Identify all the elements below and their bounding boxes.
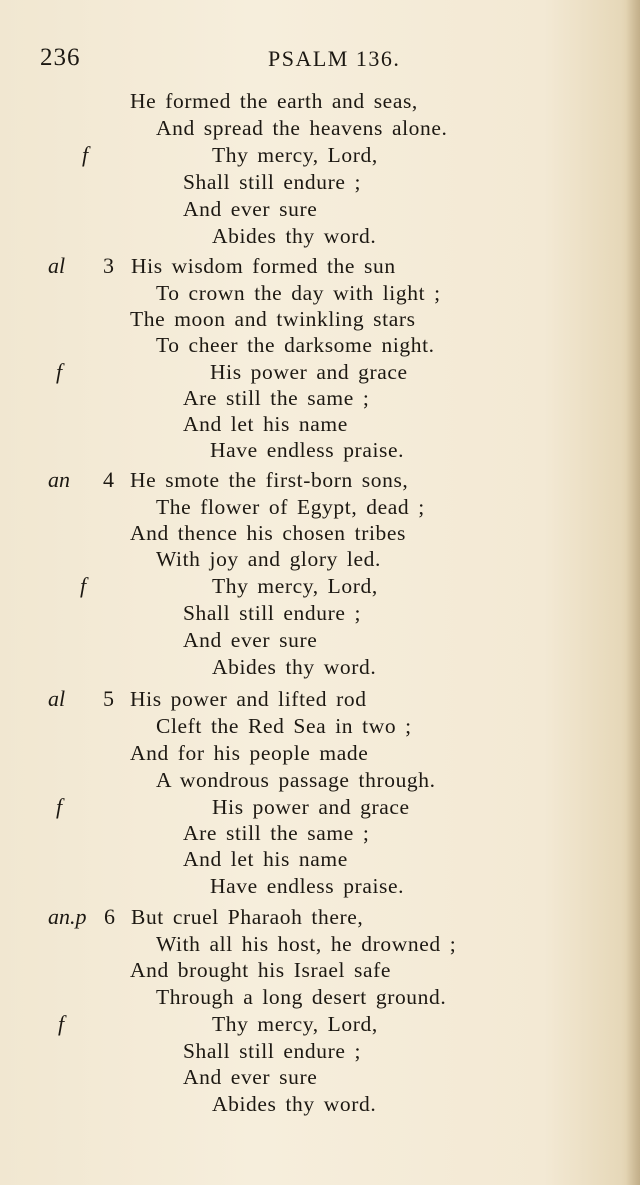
- verse-number: 3: [103, 253, 114, 278]
- refrain-line: And ever sure: [183, 197, 318, 221]
- hymn-line: And for his people made: [130, 741, 369, 765]
- verse-number: 6: [104, 904, 115, 929]
- refrain-line: His power and grace: [210, 360, 408, 384]
- page-header: [0, 44, 640, 78]
- hymn-line: His wisdom formed the sun: [131, 254, 396, 278]
- refrain-line: Are still the same ;: [183, 386, 370, 410]
- dynamic-mark: f: [80, 573, 87, 598]
- hymn-line: To crown the day with light ;: [156, 281, 441, 305]
- hymn-line: The moon and twinkling stars: [130, 307, 416, 331]
- dynamic-mark: an: [48, 467, 70, 492]
- page-edge-shadow: [626, 0, 640, 1185]
- hymn-line: And thence his chosen tribes: [130, 521, 406, 545]
- refrain-line: And let his name: [183, 847, 348, 871]
- dynamic-mark: f: [82, 142, 89, 167]
- dynamic-mark: f: [56, 794, 63, 819]
- refrain-line: Thy mercy, Lord,: [212, 574, 378, 598]
- hymn-line: With joy and glory led.: [156, 547, 381, 571]
- hymn-line: Through a long desert ground.: [156, 985, 447, 1009]
- dynamic-mark: an.p: [48, 904, 87, 929]
- refrain-line: Thy mercy, Lord,: [212, 1012, 378, 1036]
- dynamic-mark: f: [56, 359, 63, 384]
- hymn-line: And brought his Israel safe: [130, 958, 392, 982]
- hymn-line: He smote the first-born sons,: [130, 468, 409, 492]
- hymn-line: But cruel Pharaoh there,: [131, 905, 364, 929]
- refrain-line: Abides thy word.: [212, 224, 377, 248]
- refrain-line: Shall still endure ;: [183, 601, 362, 625]
- verse-number: 5: [103, 686, 114, 711]
- refrain-line: And ever sure: [183, 628, 318, 652]
- refrain-line: Shall still endure ;: [183, 170, 362, 194]
- refrain-line: His power and grace: [212, 795, 410, 819]
- refrain-line: Have endless praise.: [210, 438, 405, 462]
- refrain-line: And let his name: [183, 412, 348, 436]
- hymn-line: With all his host, he drowned ;: [156, 932, 457, 956]
- hymn-line: A wondrous passage through.: [156, 768, 436, 792]
- refrain-line: Are still the same ;: [183, 821, 370, 845]
- dynamic-mark: f: [58, 1011, 65, 1036]
- hymn-line: His power and lifted rod: [130, 687, 367, 711]
- running-title: PSALM 136.: [268, 46, 401, 71]
- refrain-line: Abides thy word.: [212, 655, 377, 679]
- verse-number: 4: [103, 467, 114, 492]
- hymn-line: And spread the heavens alone.: [156, 116, 448, 140]
- dynamic-mark: al: [48, 686, 66, 711]
- hymn-line: To cheer the darksome night.: [156, 333, 435, 357]
- hymn-line: The flower of Egypt, dead ;: [156, 495, 425, 519]
- refrain-line: Thy mercy, Lord,: [212, 143, 378, 167]
- hymn-line: Cleft the Red Sea in two ;: [156, 714, 412, 738]
- refrain-line: Have endless praise.: [210, 874, 405, 898]
- dynamic-mark: al: [48, 253, 66, 278]
- refrain-line: Shall still endure ;: [183, 1039, 362, 1063]
- refrain-line: And ever sure: [183, 1065, 318, 1089]
- refrain-line: Abides thy word.: [212, 1092, 377, 1116]
- hymn-line: He formed the earth and seas,: [130, 89, 418, 113]
- page-number: 236: [40, 44, 81, 71]
